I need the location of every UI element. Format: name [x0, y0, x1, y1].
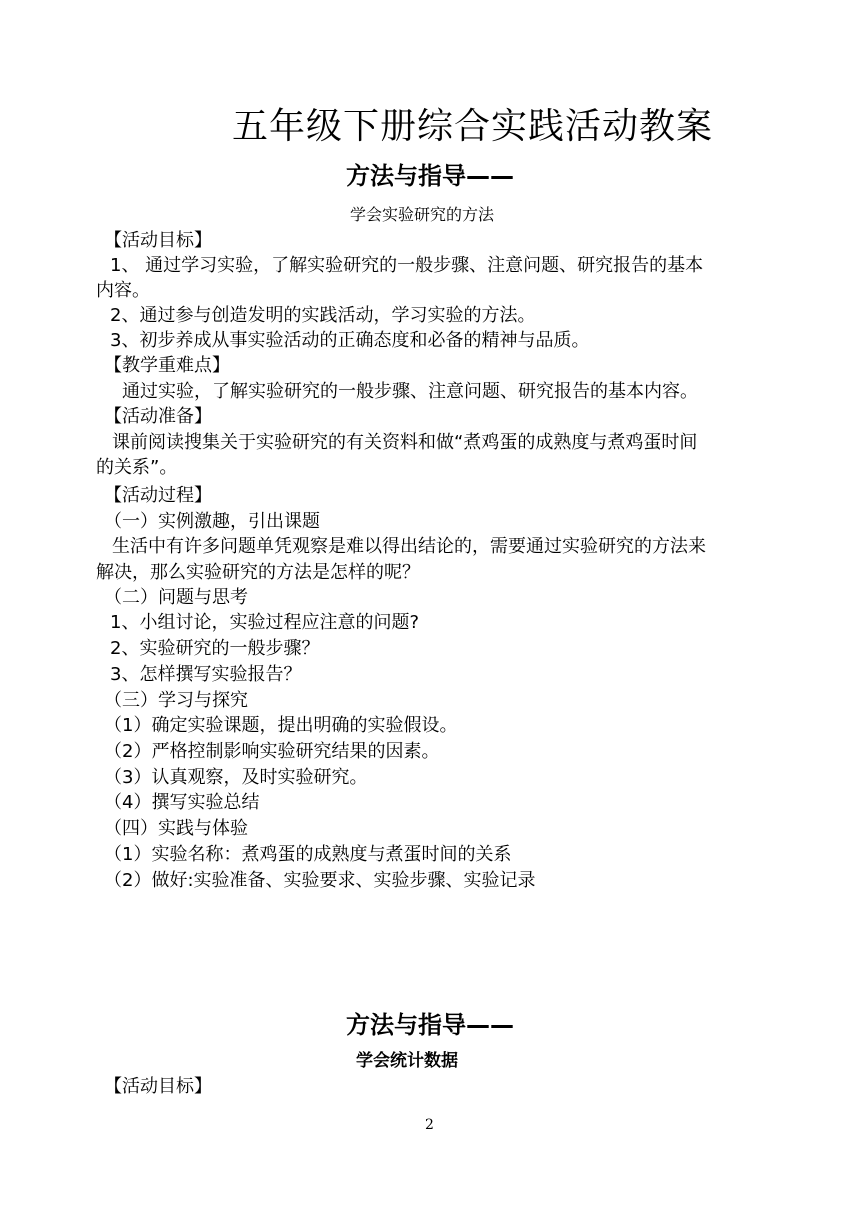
prep-a: 课前阅读搜集关于实验研究的有关资料和做“煮鸡蛋的成熟度与煮鸡蛋时间 — [112, 432, 698, 453]
section1-subheading: 学会实验研究的方法 — [350, 205, 495, 224]
p3-2: （2）严格控制影响实验研究结果的因素。 — [104, 741, 440, 762]
prep-label: 【活动准备】 — [104, 406, 212, 427]
goal-label: 【活动目标】 — [104, 230, 212, 251]
prep-b: 的关系”。 — [96, 457, 178, 478]
goal-1a: 1、 通过学习实验，了解实验研究的一般步骤、注意问题、研究报告的基本 — [110, 255, 704, 276]
goal-2: 2、通过参与创造发明的实践活动，学习实验的方法。 — [110, 305, 536, 326]
p4-title: （四）实践与体验 — [104, 818, 248, 839]
p3-3: （3）认真观察，及时实验研究。 — [104, 767, 368, 788]
key-label: 【教学重难点】 — [104, 355, 230, 376]
section2-subheading: 学会统计数据 — [356, 1051, 458, 1071]
p1-title: （一）实例激趣，引出课题 — [104, 511, 320, 532]
p2-2: 2、实验研究的一般步骤？ — [110, 638, 320, 659]
p4-2: （2）做好:实验准备、实验要求、实验步骤、实验记录 — [104, 870, 536, 891]
p3-4: （4）撰写实验总结 — [104, 792, 260, 813]
goal-3: 3、初步养成从事实验活动的正确态度和必备的精神与品质。 — [110, 330, 590, 351]
key-text: 通过实验，了解实验研究的一般步骤、注意问题、研究报告的基本内容。 — [122, 381, 698, 402]
p2-title: （二）问题与思考 — [104, 587, 248, 608]
p3-title: （三）学习与探究 — [104, 690, 248, 711]
process-label: 【活动过程】 — [104, 485, 212, 506]
goal-1b: 内容。 — [96, 280, 150, 301]
document-title: 五年级下册综合实践活动教案 — [232, 106, 714, 147]
p2-1: 1、小组讨论，实验过程应注意的问题? — [110, 612, 420, 633]
p1-b: 解决，那么实验研究的方法是怎样的呢？ — [96, 562, 420, 583]
page-number: 2 — [425, 1117, 434, 1133]
p4-1: （1）实验名称：煮鸡蛋的成熟度与煮蛋时间的关系 — [104, 844, 512, 865]
section2-goal-label: 【活动目标】 — [104, 1076, 212, 1097]
p3-1: （1）确定实验课题，提出明确的实验假设。 — [104, 715, 458, 736]
p1-a: 生活中有许多问题单凭观察是难以得出结论的，需要通过实验研究的方法来 — [112, 536, 706, 557]
p2-3: 3、怎样撰写实验报告？ — [110, 664, 302, 685]
section2-heading: 方法与指导—— — [346, 1011, 514, 1039]
section1-heading: 方法与指导—— — [346, 162, 514, 190]
